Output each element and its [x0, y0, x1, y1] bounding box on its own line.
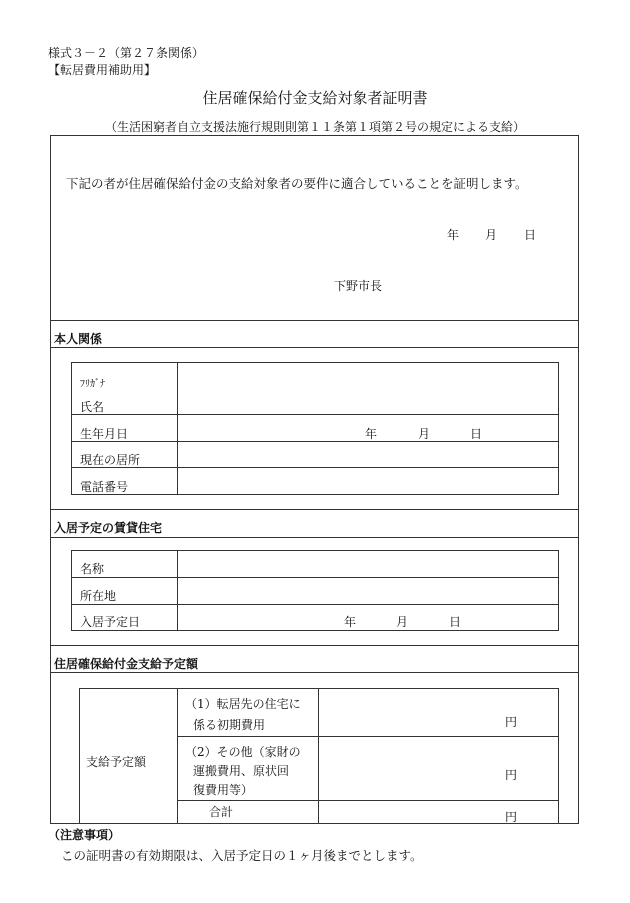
yen-unit: 円 [505, 715, 518, 729]
amount-table-left [79, 688, 80, 824]
cert-date-month: 月 [485, 228, 498, 242]
amount-table-rule [177, 736, 559, 737]
section-divider [50, 320, 579, 321]
amount-table-rule [177, 800, 559, 801]
housing-table-top [71, 550, 559, 551]
cert-date-day: 日 [524, 228, 537, 242]
section-divider [50, 347, 579, 348]
person-table-left [71, 362, 72, 495]
amount-table-divider [177, 688, 178, 824]
housing-location-label: 所在地 [80, 589, 117, 603]
move-day-label: 日 [449, 615, 462, 629]
birth-month-label: 月 [418, 427, 431, 441]
birth-day-label: 日 [470, 427, 483, 441]
person-table-rule [71, 467, 559, 468]
item2-label-line3: 復費用等） [193, 783, 254, 797]
certification-statement: 下記の者が住居確保給付金の支給対象者の要件に適合していることを証明します。 [66, 176, 528, 191]
furigana-label: ﾌﾘｶﾞﾅ [80, 379, 105, 390]
person-table-top [71, 362, 559, 363]
phone-label: 電話番号 [80, 480, 129, 494]
frame-top-border [50, 135, 579, 136]
section-divider [50, 509, 579, 510]
item2-label-line1: （2）その他（家財の [185, 745, 301, 759]
birthdate-label: 生年月日 [80, 427, 129, 441]
amount-table-bottom [79, 823, 559, 824]
yen-unit: 円 [505, 810, 518, 824]
person-table-bottom [71, 494, 559, 495]
move-in-date-label: 入居予定日 [80, 615, 141, 629]
amount-table-top [79, 688, 559, 689]
amount-row-label: 支給予定額 [86, 755, 147, 769]
frame-right-border [578, 135, 579, 824]
name-label: 氏名 [80, 400, 105, 414]
birth-year-label: 年 [365, 427, 378, 441]
issuer-name: 下野市長 [334, 279, 383, 293]
person-table-rule [71, 414, 559, 415]
amount-table-right [558, 688, 559, 824]
notes-heading: （注意事項） [48, 828, 121, 842]
person-table-rule [71, 441, 559, 442]
item1-label-line2: 係る初期費用 [193, 718, 266, 732]
housing-name-label: 名称 [80, 562, 105, 576]
housing-section-heading: 入居予定の賃貸住宅 [54, 521, 163, 535]
amount-section-heading: 住居確保給付金支給予定額 [54, 657, 199, 671]
page-subtitle: （生活困窮者自立支援法施行規則則第１１条第１項第２号の規定による支給） [104, 120, 525, 134]
form-type: 【転居費用補助用】 [48, 63, 157, 77]
section-divider [50, 672, 579, 673]
person-table-right [558, 362, 559, 495]
person-section-heading: 本人関係 [54, 332, 103, 346]
housing-table-right [558, 550, 559, 631]
total-label: 合計 [209, 805, 234, 819]
address-label: 現在の居所 [80, 453, 141, 467]
person-table-divider [177, 362, 178, 495]
housing-table-divider [177, 550, 178, 631]
housing-table-bottom [71, 630, 559, 631]
item1-label-line1: （1）転居先の住宅に [185, 697, 301, 711]
cert-date-year: 年 [447, 228, 460, 242]
move-year-label: 年 [344, 615, 357, 629]
housing-table-rule [71, 604, 559, 605]
form-number: 様式３－２（第２７条関係） [48, 46, 205, 60]
housing-table-left [71, 550, 72, 631]
yen-unit: 円 [505, 768, 518, 782]
page-title: 住居確保給付金支給対象者証明書 [202, 89, 428, 107]
amount-table-divider [318, 688, 319, 824]
notes-text: この証明書の有効期限は、入居予定日の１ヶ月後までとします。 [61, 848, 423, 863]
section-divider [50, 537, 579, 538]
section-divider [50, 645, 579, 646]
move-month-label: 月 [396, 615, 409, 629]
frame-left-border [50, 135, 51, 824]
housing-table-rule [71, 577, 559, 578]
item2-label-line2: 運搬費用、原状回 [193, 764, 290, 778]
